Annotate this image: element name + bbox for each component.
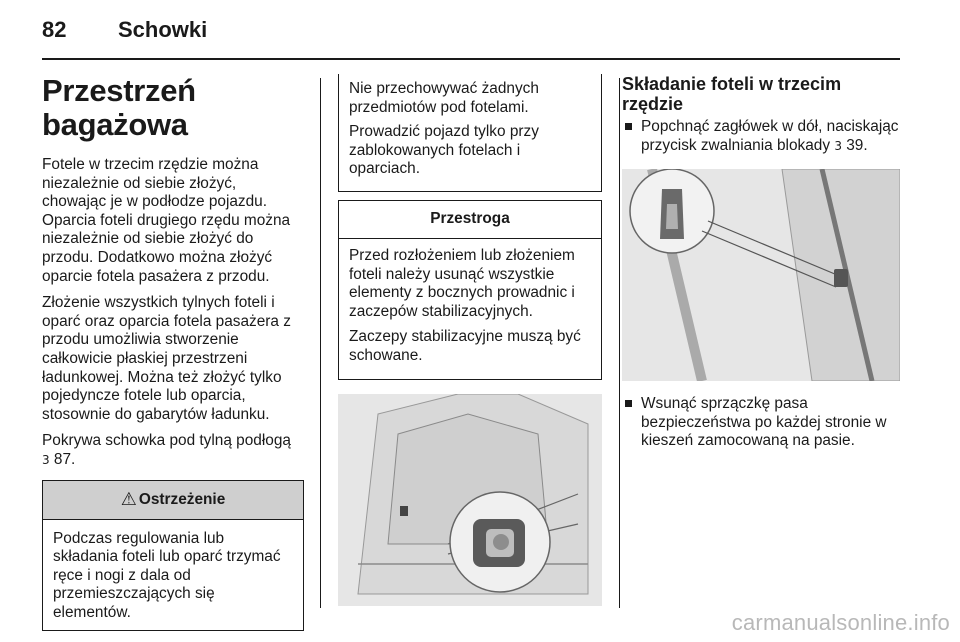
column-left: [42, 74, 304, 631]
header-rule: [42, 58, 900, 60]
page-reference-link[interactable]: 87.: [53, 450, 76, 468]
seat-belt-illustration: [622, 169, 900, 381]
warning-header: [43, 480, 303, 520]
column-right: [622, 74, 902, 465]
instruction-bullet-2: [622, 395, 902, 451]
column-middle: [338, 74, 602, 606]
locked-seats-text: Prowadzić pojazd tylko przy zablokowanych fotelach i oparciach.: [349, 123, 539, 178]
warning-box: [42, 480, 304, 632]
flat-floor-paragraph: Złożenie wszystkich tylnych foteli i oparć oraz oparcia fotela pasażera z przodu umożliwia stworzenie całkowicie płaskiej przestrzeni ładunkowej. Można też złożyć tylko pojedyncze fotele lub oparcia, stosownie do gabarytów ładunku.: [42, 294, 291, 423]
caution-text-1: Przed rozłożeniem lub złożeniem foteli należy usunąć wszystkie elementy z bocznych prowadnic i zaczepów stabilizacyjnych.: [349, 246, 575, 320]
page-number: 82: [42, 17, 67, 42]
warning-text: Podczas regulowania lub składania foteli lub oparć trzymać ręce i nogi z dala od przemieszczających się elementów.: [53, 529, 281, 621]
instruction-bullet-1: [622, 118, 902, 155]
bullet-square-icon: [625, 123, 632, 130]
page-reference-icon: 3: [42, 452, 50, 467]
instruction-text-2: Wsunąć sprzączkę pasa bezpieczeństwa po każdej stronie w kieszeń zamocowaną na pasie.: [641, 395, 887, 450]
caution-heading: Przestroga: [339, 201, 601, 239]
storage-cover-text: Pokrywa schowka pod tylną podłogą: [42, 432, 291, 450]
column-divider-left: [320, 78, 321, 608]
column-divider-right: [619, 78, 620, 608]
trunk-illustration: [338, 394, 602, 606]
watermark: carmanualsonline.info: [731, 610, 950, 635]
warning-body: [43, 520, 303, 631]
bullet-square-icon: [625, 400, 632, 407]
caution-text-2: Zaczepy stabilizacyjne muszą być schowane.: [349, 328, 581, 364]
caution-body: [339, 239, 601, 379]
warning-triangle-icon: ⚠: [120, 489, 137, 510]
storage-cover-paragraph: [42, 432, 304, 469]
warning-box-continued: [338, 74, 602, 192]
page-title: Przestrzeń bagażowa: [42, 73, 196, 142]
caution-box: [338, 200, 602, 380]
page-reference-icon: 3: [834, 138, 842, 153]
no-storage-under-seats-text: Nie przechowywać żadnych przedmiotów pod fotelami.: [349, 80, 539, 116]
page-reference-link[interactable]: 39.: [846, 136, 868, 154]
intro-paragraph: Fotele w trzecim rzędzie można niezależnie od siebie złożyć, chowając je w podłodze pojazdu. Oparcia foteli drugiego rzędu można niezależnie od siebie złożyć do przodu. Dodatkowo można złożyć oparcie fotela pasażera z przodu.: [42, 156, 291, 285]
instruction-text-1: Popchnąć zagłówek w dół, naciskając przycisk zwalniania blokady: [641, 118, 899, 154]
warning-heading: Ostrzeżenie: [138, 490, 226, 508]
subsection-title: Składanie foteli w trzecim rzędzie: [622, 74, 842, 114]
section-title: Schowki: [118, 17, 208, 42]
page-header: [0, 0, 960, 62]
